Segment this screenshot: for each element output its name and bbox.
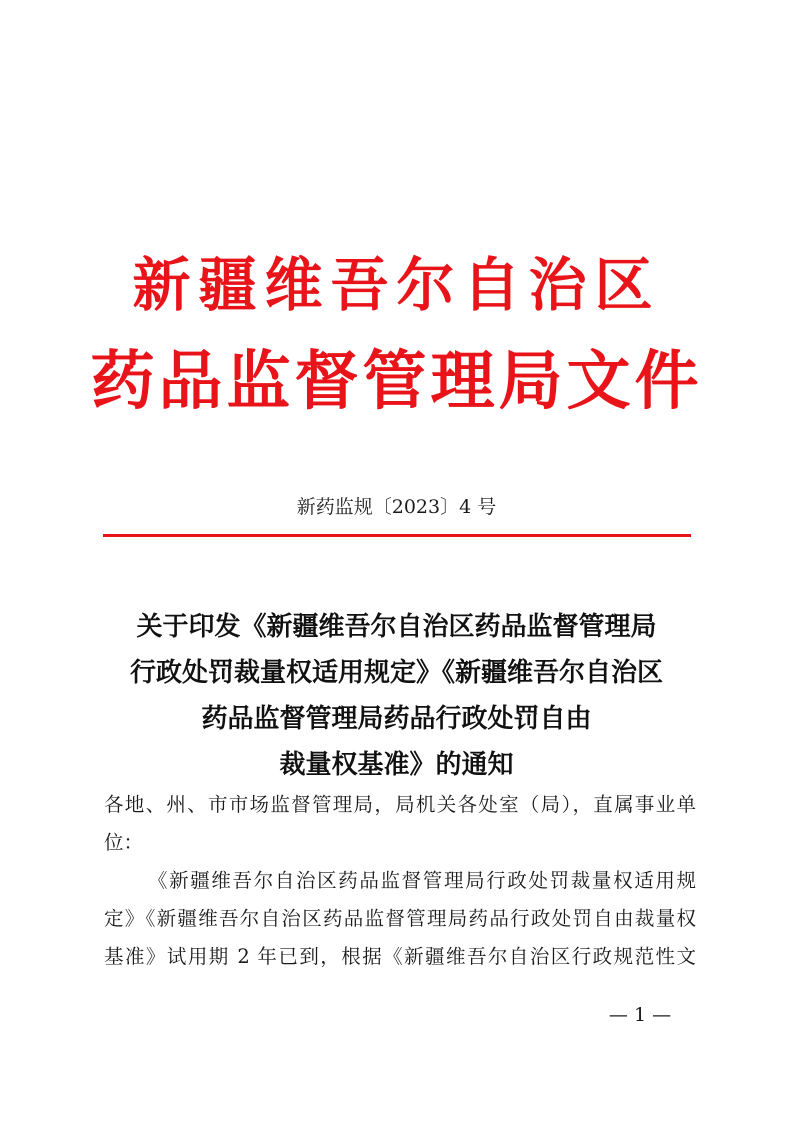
recipients-line: 位： [104,831,144,854]
title-line: 裁量权基准》的通知 [279,750,514,780]
issuing-authority-line-1: 新疆维吾尔自治区 [132,251,661,319]
title-line: 行政处罚裁量权适用规定》《新疆维吾尔自治区 [129,658,663,688]
red-divider-line [103,534,691,537]
title-line: 药品监督管理局药品行政处罚自由 [201,704,592,734]
paragraph-line: 定》《新疆维吾尔自治区药品监督管理局药品行政处罚自由裁量权 [104,907,696,930]
page-number: — 1 — [608,1004,672,1026]
document-number: 新药监规〔2023〕4 号 [296,496,497,518]
paragraph-line: 基准》试用期 2 年已到，根据《新疆维吾尔自治区行政规范性文 [104,945,696,968]
recipients [104,786,696,862]
paragraph-line: 《新疆维吾尔自治区药品监督管理局行政处罚裁量权适用规 [148,869,696,892]
document-title [70,604,723,788]
title-line: 关于印发《新疆维吾尔自治区药品监督管理局 [136,612,657,642]
body-paragraph [104,862,696,976]
recipients-line: 各地、州、市市场监督管理局，局机关各处室（局），直属事业单 [104,793,696,816]
issuing-authority-line-2: 药品监督管理局文件 [90,344,703,419]
